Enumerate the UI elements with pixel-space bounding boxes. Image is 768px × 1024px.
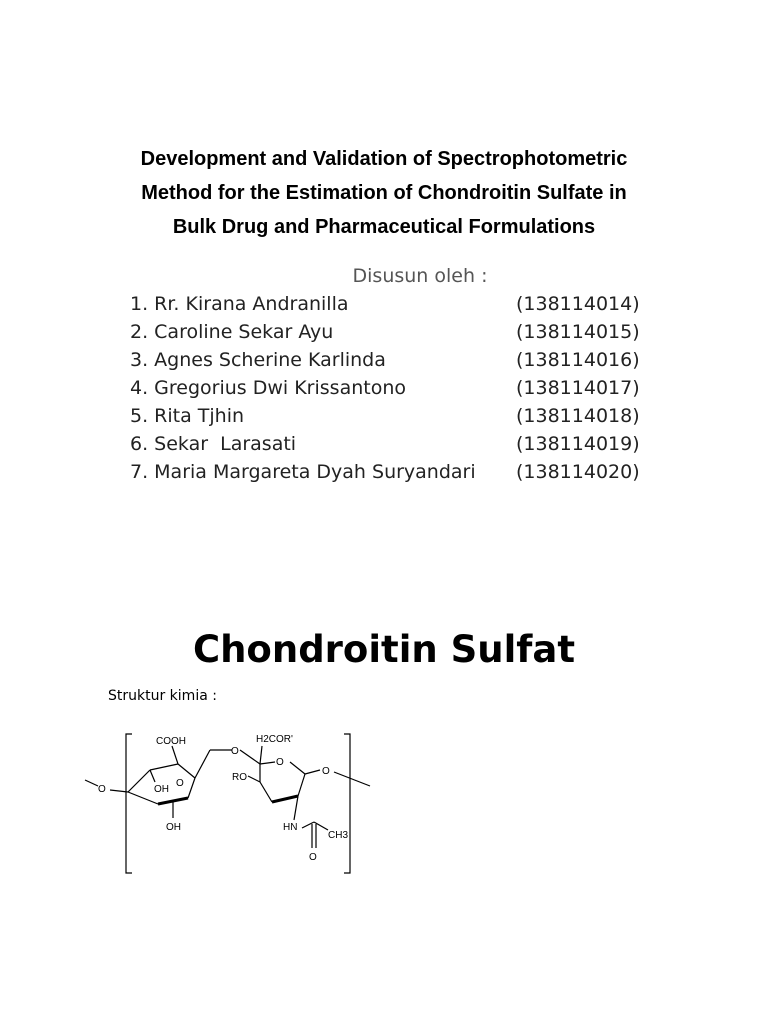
author-nim: (138114018): [516, 405, 640, 427]
author-name: 3. Agnes Scherine Karlinda: [130, 349, 386, 371]
author-name: 2. Caroline Sekar Ayu: [130, 321, 334, 343]
bond-right-1: [305, 770, 320, 774]
paper-title-line-2: Method for the Estimation of Chondroitin Sulfate in: [141, 182, 627, 204]
label-ch3: CH3: [328, 830, 349, 841]
author-name: 1. Rr. Kirana Andranilla: [130, 293, 349, 315]
slide-title: Chondroitin Sulfat: [192, 628, 576, 671]
author-row: [100, 458, 700, 486]
bond-ro: [248, 776, 260, 782]
label-o-carbonyl: O: [309, 852, 317, 863]
bond-h2cor: [260, 746, 262, 764]
left-bracket: [126, 734, 132, 873]
author-name: 6. Sekar Larasati: [130, 433, 297, 455]
author-nim: (138114017): [516, 377, 640, 399]
label-ro: RO: [232, 772, 247, 783]
author-name: 5. Rita Tjhin: [130, 405, 245, 427]
bond-link-1: [195, 750, 210, 778]
author-row: [100, 290, 700, 318]
author-row: [100, 346, 700, 374]
paper-title-line-3: Bulk Drug and Pharmaceutical Formulations: [172, 216, 596, 238]
structure-label: Struktur kimia :: [108, 688, 217, 704]
authors-heading: Disusun oleh :: [352, 265, 488, 287]
author-nim: (138114020): [516, 461, 640, 483]
label-oh2: OH: [166, 822, 181, 833]
author-row: [100, 402, 700, 430]
ring-2: [260, 762, 305, 802]
author-nim: (138114015): [516, 321, 640, 343]
label-hn: HN: [283, 822, 298, 833]
author-row: [100, 430, 700, 458]
paper-title: [60, 142, 708, 244]
bond-right-2: [334, 772, 370, 786]
bond-left-terminal: [85, 780, 98, 786]
label-cooh: COOH: [156, 736, 186, 747]
bond-oh1: [150, 770, 155, 782]
label-o-end: O: [322, 766, 330, 777]
author-row: [100, 374, 700, 402]
paper-title-line-1: Development and Validation of Spectrophotometric: [140, 148, 628, 170]
label-o-ring2: O: [276, 757, 284, 768]
author-row: [100, 318, 700, 346]
label-o-ring1: O: [176, 778, 184, 789]
bond-left-o: [110, 790, 128, 792]
author-name: 4. Gregorius Dwi Krissantono: [130, 377, 406, 399]
bond-hn: [294, 796, 298, 820]
bond-cooh: [172, 746, 178, 764]
chemical-structure-diagram: [80, 720, 380, 880]
label-oh1: OH: [154, 784, 169, 795]
right-bracket: [344, 734, 350, 873]
label-o-left: O: [98, 784, 106, 795]
label-h2cor: H2COR': [256, 734, 293, 745]
structure-slide: [0, 560, 768, 1024]
author-nim: (138114019): [516, 433, 640, 455]
author-nim: (138114016): [516, 349, 640, 371]
label-o-link: O: [231, 746, 239, 757]
author-list: [100, 262, 700, 486]
author-name: 7. Maria Margareta Dyah Suryandari: [130, 461, 476, 483]
author-nim: (138114014): [516, 293, 640, 315]
bond-link-3: [240, 750, 260, 764]
